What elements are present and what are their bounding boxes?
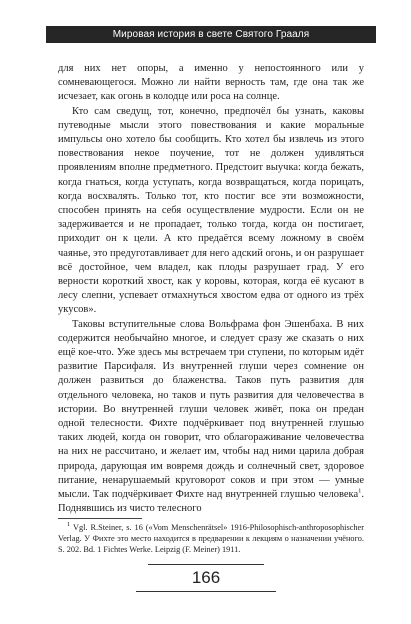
page-number-rule-top <box>148 564 264 565</box>
page-number-rule-bottom <box>136 591 276 592</box>
paragraph-3-text: Таковы вступительные слова Вольфрама фон Эшенбаха. В них содержится необычайно многое, и следует сразу же сказать о них ещё кое-что. Уже здесь мы встречаем три ступени, по которым идёт развитие Парсифаля. Из внутренней глуши через сомнение он должен развиться до блаженства. Таков путь развития для отдельного человека, но таков и путь развития для человечества в истории. Во внутренней глуши человек живёт, пока он предан одной телесности. Фихте подчёркивает под внутренней глушью таких людей, когда он говорит, что облагораживание человечества на них не рассчитано, и желает им, чтобы над ними царила добрая природа, дарующая им вовремя дождь и солнечный свет, здоровое питание, ненарушаемый круговорот соков и при этом — умные мысли. Так подчёркивает Фихте над внутренней глушью человека <box>58 318 364 501</box>
body-text <box>58 62 364 517</box>
page-number: 166 <box>191 568 221 587</box>
paragraph-3 <box>58 318 364 517</box>
footnote <box>58 523 364 555</box>
paragraph-1: для них нет опоры, а именно у непостоянного или у сомневающегося. Можно ли найти верность там, где она так же исчезает, как огонь в колодце или роса на солнце. <box>58 63 364 103</box>
paragraph-3-tail: . Поднявшись из чисто телесного <box>58 489 364 515</box>
paragraph-2: Кто сам сведущ, тот, конечно, предпочёл бы узнать, каковы путеводные мысли этого повествования и какие моральные импульсы оно хотело бы сообщить. Кто хотел бы извлечь из этого повествования некое поучение, тот не должен удивляться проявлениям вполне предметного. Предстоит выучка: когда бежать, когда гнаться, когда уступать, когда возвращаться, когда порицать, когда восхвалять. Только тот, кто постиг все эти возможности, способен принять на себя осуществление мудрости. Если он не задерживается и не пропадает, только тогда, когда он постигает, приходит он к цели. А кто предаётся всему ложному в своём чаянье, это предуготавливает для него адский огонь, и он разрушает всё достойное, чем владел, как плоды разрушает град. У его верности короткий хвост, как у коровы, которая, когда её кусают в лесу слепни, успевает отмахнуться хвостом едва от одного из трёх укусов». <box>58 105 364 316</box>
footnote-separator <box>58 518 142 519</box>
footnote-reference[interactable]: 1 <box>358 487 362 495</box>
footnote-number: 1 <box>67 521 71 529</box>
running-header-title: Мировая история в свете Святого Грааля <box>112 29 310 40</box>
footnote-text: Vgl. R.Steiner, s. 16 («Vom Menschenrätsel» 1916-Philosophisch-anthroposophischer Verlag. У Фихте это место находится в предварении к лекциям о назначении учёного. S. 202. Bd. 1 Fichtes Werke. Leipzig (F. Meiner) 1911. <box>58 523 364 554</box>
running-header <box>46 26 376 43</box>
